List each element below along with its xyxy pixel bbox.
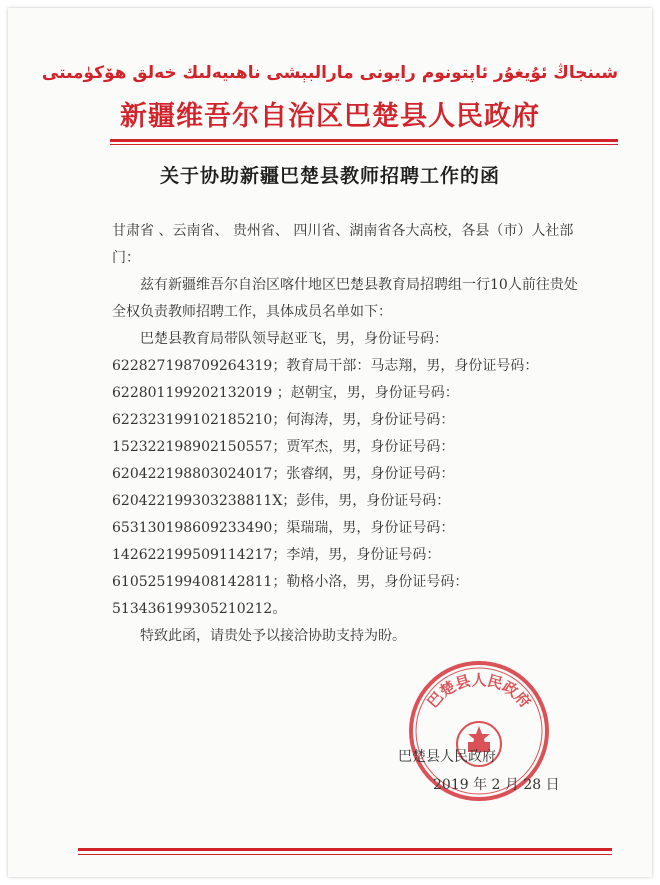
member-entry: 贾军杰，男，身份证号码：620422198803024017； [112, 439, 455, 482]
document-page [8, 8, 652, 877]
red-divider-top [110, 139, 618, 142]
member-entry: 何海涛，男，身份证号码：152322198902150557； [112, 412, 455, 455]
member-entry: 彭伟，男，身份证号码：653130198609233490； [112, 493, 451, 536]
member-entry: 张睿纲，男，身份证号码：620422199303238811X； [112, 466, 455, 509]
salutation: 甘肃省 、云南省、 贵州省、 四川省、湖南省各大高校，各县（市）人社部门： [112, 223, 574, 266]
red-divider-bottom-thin [78, 854, 612, 855]
member-entry: 赵朝宝，男，身份证号码：622323199102185210； [112, 385, 459, 428]
intro-paragraph: 兹有新疆维吾尔自治区喀什地区巴楚县教育局招聘组一行10人前往贵处全权负责教师招聘工作，具体成员名单如下： [112, 277, 578, 320]
member-entry: 渠瑞瑞，男，身份证号码：142622199509114217； [112, 520, 455, 563]
uyghur-header-line: شىنجاڭ ئۇيغۇر ئاپتونوم رايونى مارالبېشى ناھىيەلىك خەلق ھۆكۈمىتى [41, 63, 619, 83]
seal-text: 巴楚县人民政府 [423, 671, 535, 712]
member-entry: 勒格小洛，男，身份证号码：513436199305210212。 [112, 574, 469, 617]
red-divider-top-thin [110, 144, 618, 145]
document-title: 关于协助新疆巴楚县教师招聘工作的函 [159, 165, 500, 187]
member-list-paragraph [112, 326, 578, 623]
letter-body [112, 218, 578, 650]
member-entry: 巴楚县教育局带队领导赵亚飞，男，身份证号码：622827198709264319； [112, 331, 448, 374]
issuer-signature: 巴楚县人民政府 [398, 749, 496, 765]
closing-paragraph: 特致此函，请贵处予以接洽协助支持为盼。 [140, 628, 406, 644]
issuing-authority-name: 新疆维吾尔自治区巴楚县人民政府 [120, 101, 540, 132]
issue-date: 2019 年 2 月 28 日 [433, 777, 560, 793]
member-entry: 李靖，男，身份证号码：610525199408142811； [112, 547, 441, 590]
member-entry: 教育局干部：马志翔，男，身份证号码：622801199202132019 ； [112, 358, 539, 401]
red-divider-bottom [78, 848, 612, 851]
